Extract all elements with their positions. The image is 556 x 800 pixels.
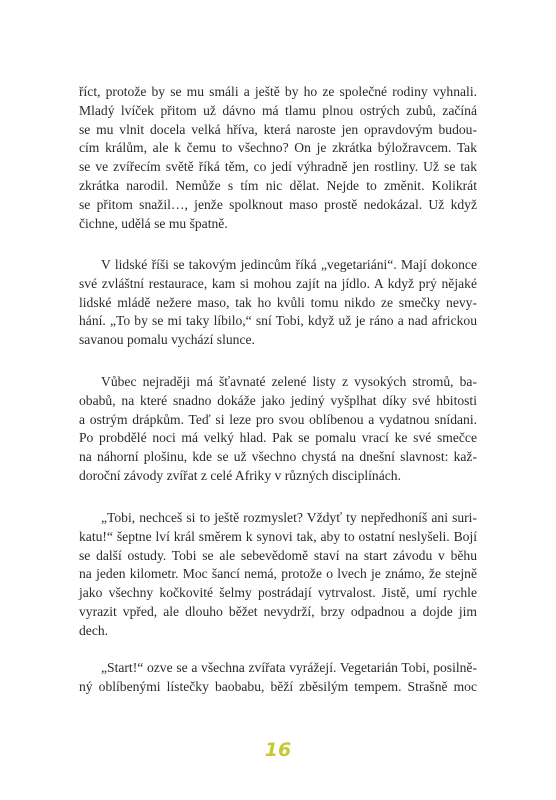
text-line: Vůbec nejraději má šťavnaté zelené listy z vysokých stromů, ba- (101, 374, 477, 389)
text-line: zkrátka narodil. Nemůže s tím nic dělat. Nejde to změnit. Kolikrát (79, 177, 477, 193)
text-line: obabů, na které snadno dokáže jako jediný vyšplhat díky své hbitosti (79, 392, 477, 408)
text-line: ný oblíbenými lístečky baobabu, běží zběsilým tempem. Strašně moc (79, 678, 477, 694)
text-line: na jeden kilometr. Moc šancí nemá, protože o lvech je známo, že stejně (79, 566, 477, 582)
text-line: savanou pomalu vychází slunce. (79, 332, 255, 348)
text-line: Mladý lvíček přitom už dávno má tlamu plnou ostrých zubů, začíná (79, 102, 477, 118)
text-line: jako všechny kočkovité šelmy postrádají vytrvalost. Jistě, umí rychle (79, 585, 477, 601)
text-line: doroční závody zvířat z celé Afriky v různých disciplínách. (79, 467, 401, 483)
page-number: 16 (264, 739, 292, 761)
paragraph-3 (79, 373, 477, 486)
text-line: se další ostudy. Tobi se ale sebevědomě staví na start závodu v běhu (79, 547, 477, 563)
paragraph-4 (79, 509, 477, 641)
text-line: Po probdělé noci má velký hlad. Pak se pomalu vrací ke své smečce (79, 430, 477, 446)
text-line: se mu vlnit docela velká hříva, která naroste jen opravdovým budou- (79, 121, 477, 137)
text-line: „Tobi, nechceš si to ještě rozmyslet? Vždyť ty nepředhoníš ani suri- (101, 510, 477, 525)
text-line: hání. „To by se mi taky líbilo,“ sní Tobi, když už je ráno a nad africkou (79, 313, 477, 329)
text-line: se ve zvířecím světě říká těm, co jedí výhradně jen rostliny. Už se tak (79, 159, 477, 175)
text-line: V lidské říši se takovým jedincům říká „vegetariáni“. Mají dokonce (101, 257, 477, 272)
paragraph-2 (79, 256, 477, 350)
text-line: na náhorní plošinu, kde se už všechno chystá na dnešní slavnost: kaž- (79, 449, 477, 465)
text-line: a ostrým drápkům. Teď si leze pro svou oblíbenou a vydatnou snídani. (79, 411, 477, 427)
paragraph-5 (79, 659, 477, 697)
text-line: se přitom snažil…, jenže spolknout maso prostě nedokázal. Už když (79, 196, 477, 212)
text-line: cím králům, ale k čemu to všechno? On je zkrátka býložravcem. Tak (79, 140, 477, 156)
text-line: katu!“ šeptne lví král směrem k synovi tak, aby to ostatní neslyšeli. Bojí (79, 528, 477, 544)
text-line: dech. (79, 622, 109, 638)
text-line: vyrazit vpřed, ale dlouho běžet nevydrží, brzy odpadnou a dojde jim (79, 603, 477, 619)
text-line: lidské mládě nežere maso, tak ho kvůli tomu nikdo ze smečky nevy- (79, 294, 477, 310)
text-line: říct, protože by se mu smáli a ještě by ho ze společné rodiny vyhnali. (79, 84, 477, 99)
text-line: své zvláštní restaurace, kam si mohou zajít na jídlo. A když prý nějaké (79, 275, 477, 291)
text-line: „Start!“ ozve se a všechna zvířata vyrážejí. Vegetarián Tobi, posilně- (101, 660, 477, 675)
paragraph-1 (79, 83, 477, 233)
text-line: čichne, udělá se mu špatně. (79, 215, 228, 231)
